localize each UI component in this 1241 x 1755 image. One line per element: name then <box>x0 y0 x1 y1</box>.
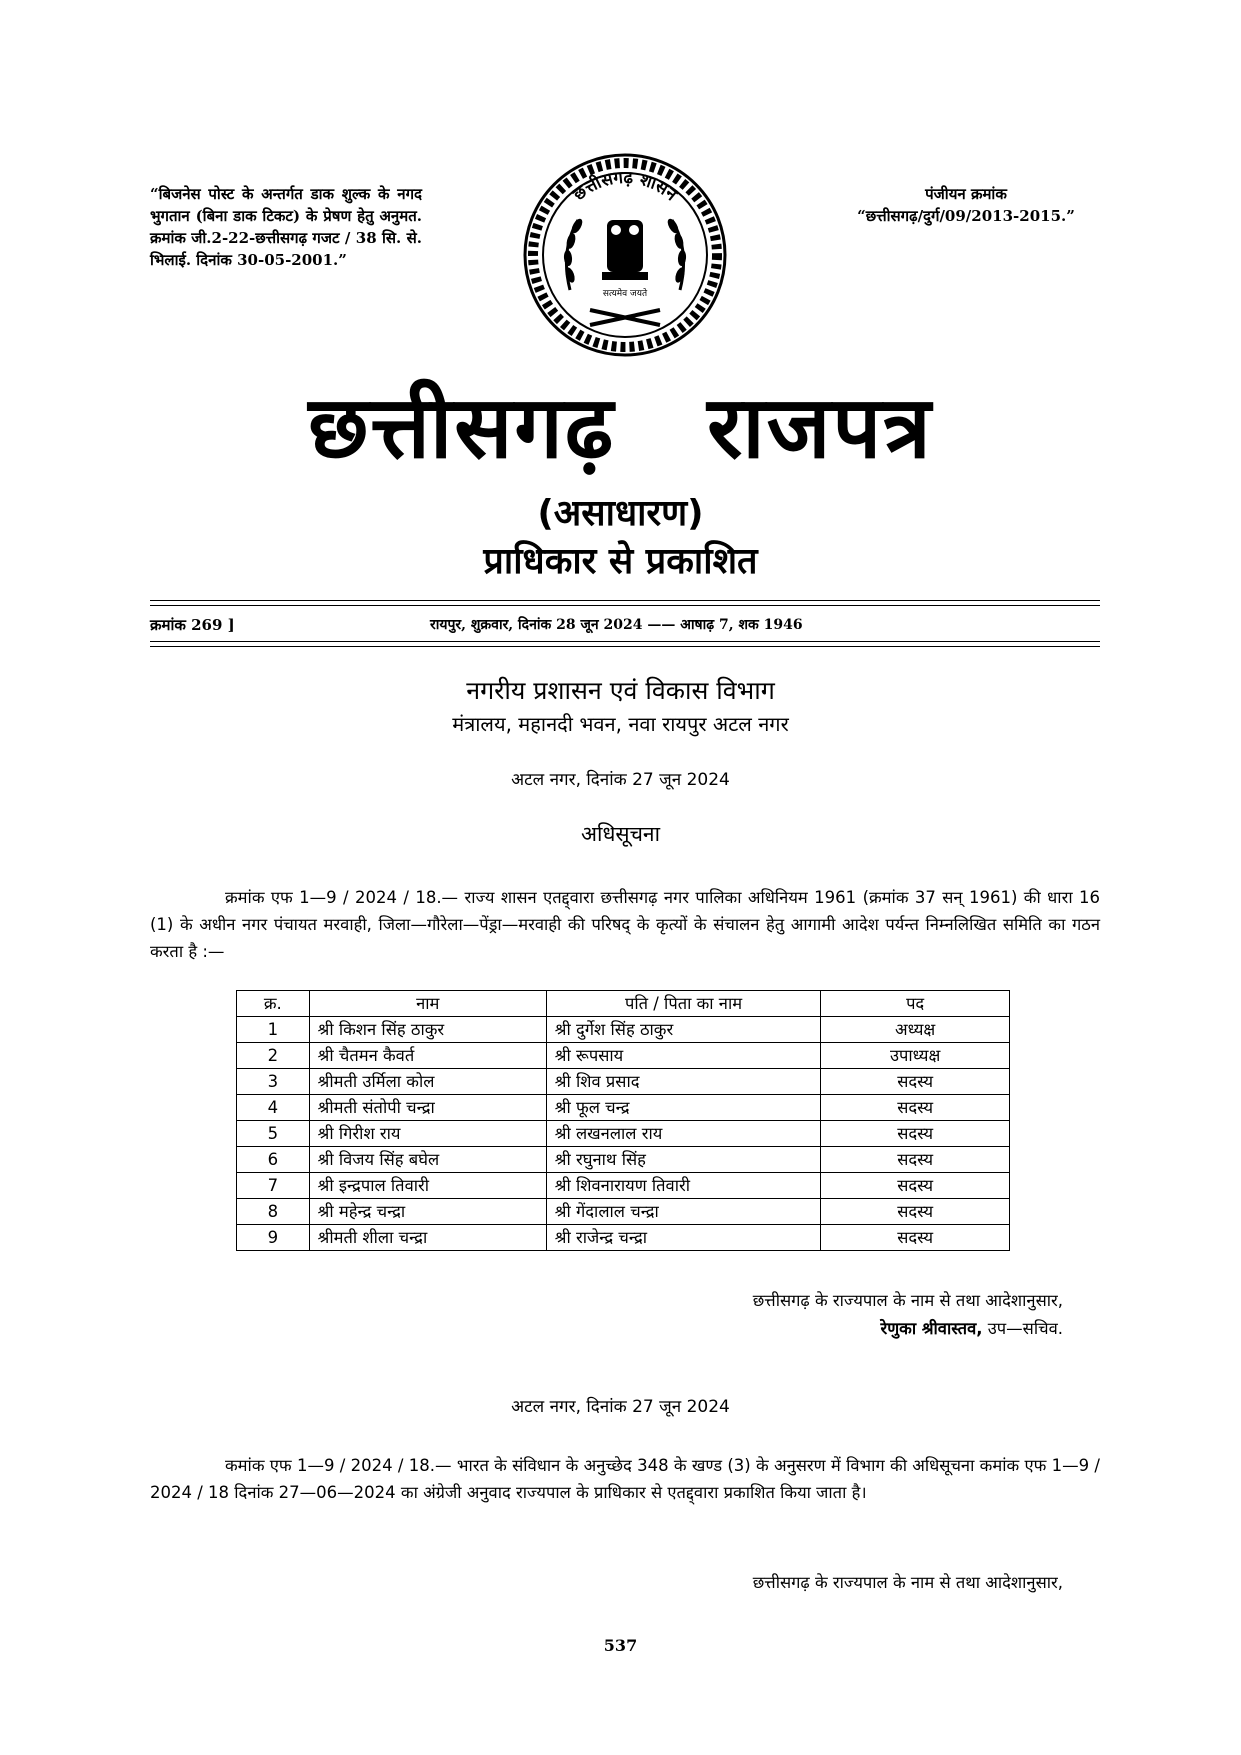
column-header-name: नाम <box>309 991 546 1017</box>
emblem-text: छत्तीसगढ़ शासन <box>569 167 681 206</box>
father-name-cell: श्री फूल चन्द्र <box>546 1095 820 1121</box>
notice-paragraph: क्रमांक एफ 1—9 / 2024 / 18.— राज्य शासन एतद्द्वारा छत्तीसगढ़ नगर पालिका अधिनियम 1961 (क्रमांक 37 सन् 1961) की धारा 16 (1) के अधीन नगर पंचायत मरवाही, जिला—गौरेला—पेंड्रा—मरवाही की परिषद् के कृत्यों के संचालन हेतु आगामी आदेश पर्यन्त निम्नलिखित समिति का गठन करता है :— <box>150 888 1100 961</box>
second-governor-order-line: छत्तीसगढ़ के राज्यपाल के नाम से तथा आदेशानुसार, <box>752 1573 1063 1592</box>
post-cell: सदस्य <box>821 1095 1010 1121</box>
name-cell: श्री महेन्द्र चन्द्रा <box>309 1199 546 1225</box>
gazette-subtitle: (असाधारण) <box>537 493 704 534</box>
father-name-cell: श्री लखनलाल राय <box>546 1121 820 1147</box>
name-cell: श्री चैतमन कैवर्त <box>309 1043 546 1069</box>
serial-cell: 1 <box>237 1017 310 1043</box>
table-row <box>237 1199 1010 1225</box>
name-cell: श्री विजय सिंह बघेल <box>309 1147 546 1173</box>
header-rule-bottom <box>150 641 1100 642</box>
second-notice-paragraph: कमांक एफ 1—9 / 2024 / 18.— भारत के संविधान के अनुच्छेद 348 के खण्ड (3) के अनुसरण में विभाग की अधिसूचना कमांक एफ 1—9 / 2024 / 18 दिनांक 27—06—2024 का अंग्रेजी अनुवाद राज्यपाल के प्राधिकार से एतद्द्वारा प्रकाशित किया जाता है। <box>150 1456 1100 1502</box>
column-header-father-name: पति / पिता का नाम <box>546 991 820 1017</box>
column-header-post: पद <box>821 991 1010 1017</box>
post-cell: सदस्य <box>821 1069 1010 1095</box>
table-header-row <box>237 991 1010 1017</box>
emblem-motto: सत्यमेव जयते <box>602 289 648 299</box>
published-by-authority: प्राधिकार से प्रकाशित <box>483 541 758 582</box>
table-row <box>237 1095 1010 1121</box>
post-cell: सदस्य <box>821 1225 1010 1251</box>
registration-note <box>830 183 1102 227</box>
state-emblem-seal <box>520 140 730 370</box>
post-cell: सदस्य <box>821 1199 1010 1225</box>
notice-date: अटल नगर, दिनांक 27 जून 2024 <box>511 770 730 790</box>
column-header-serial: क्र. <box>237 991 310 1017</box>
department-name: नगरीय प्रशासन एवं विकास विभाग <box>466 676 775 705</box>
father-name-cell: श्री रघुनाथ सिंह <box>546 1147 820 1173</box>
father-name-cell: श्री शिव प्रसाद <box>546 1069 820 1095</box>
name-cell: श्रीमती उर्मिला कोल <box>309 1069 546 1095</box>
serial-cell: 3 <box>237 1069 310 1095</box>
post-cell: उपाध्यक्ष <box>821 1043 1010 1069</box>
name-cell: श्रीमती शीला चन्द्रा <box>309 1225 546 1251</box>
signatory-name: रेणुका श्रीवास्तव, <box>880 1319 983 1338</box>
serial-cell: 5 <box>237 1121 310 1147</box>
signatory <box>880 1316 1063 1342</box>
serial-cell: 9 <box>237 1225 310 1251</box>
father-name-cell: श्री राजेन्द्र चन्द्रा <box>546 1225 820 1251</box>
signatory-designation: उप—सचिव. <box>982 1319 1063 1338</box>
name-cell: श्री गिरीश राय <box>309 1121 546 1147</box>
table-row <box>237 1043 1010 1069</box>
serial-cell: 4 <box>237 1095 310 1121</box>
issue-number: क्रमांक 269 ] <box>150 616 235 634</box>
father-name-cell: श्री शिवनारायण तिवारी <box>546 1173 820 1199</box>
ministry-address: मंत्रालय, महानदी भवन, नवा रायपुर अटल नगर <box>452 712 789 736</box>
issue-date-line: रायपुर, शुक्रवार, दिनांक 28 जून 2024 —— आषाढ़ 7, शक 1946 <box>430 617 803 633</box>
name-cell: श्री इन्द्रपाल तिवारी <box>309 1173 546 1199</box>
header-rule-bottom-2 <box>150 646 1100 647</box>
committee-table <box>236 990 1010 1251</box>
post-cell: सदस्य <box>821 1121 1010 1147</box>
table-row <box>237 1147 1010 1173</box>
post-cell: सदस्य <box>821 1147 1010 1173</box>
serial-cell: 2 <box>237 1043 310 1069</box>
table-row <box>237 1225 1010 1251</box>
gazette-title: छत्तीसगढ़ राजपत्र <box>308 378 933 478</box>
header-rule-top <box>150 600 1100 601</box>
registration-label: पंजीयन क्रमांक <box>925 185 1007 203</box>
table-row <box>237 1069 1010 1095</box>
governor-order-line: छत्तीसगढ़ के राज्यपाल के नाम से तथा आदेशानुसार, <box>752 1291 1063 1310</box>
post-cell: अध्यक्ष <box>821 1017 1010 1043</box>
table-row <box>237 1173 1010 1199</box>
serial-cell: 6 <box>237 1147 310 1173</box>
notice-heading: अधिसूचना <box>580 822 661 846</box>
postal-permit-note: “बिजनेस पोस्ट के अन्तर्गत डाक शुल्क के नगद भुगतान (बिना डाक टिकट) के प्रेषण हेतु अनुमत. क्रमांक जी.2-22-छत्तीसगढ़ गजट / 38 सि. से. भिलाई. दिनांक 30-05-2001.” <box>150 185 422 269</box>
serial-cell: 8 <box>237 1199 310 1225</box>
father-name-cell: श्री दुर्गेश सिंह ठाकुर <box>546 1017 820 1043</box>
table-row <box>237 1017 1010 1043</box>
name-cell: श्रीमती संतोपी चन्द्रा <box>309 1095 546 1121</box>
father-name-cell: श्री रूपसाय <box>546 1043 820 1069</box>
page-number: 537 <box>603 1636 638 1655</box>
father-name-cell: श्री गेंदालाल चन्द्रा <box>546 1199 820 1225</box>
registration-number: “छत्तीसगढ़/दुर्ग/09/2013-2015.” <box>857 207 1075 225</box>
name-cell: श्री किशन सिंह ठाकुर <box>309 1017 546 1043</box>
second-notice-date: अटल नगर, दिनांक 27 जून 2024 <box>511 1397 730 1417</box>
header-rule-top-2 <box>150 605 1100 606</box>
table-row <box>237 1121 1010 1147</box>
post-cell: सदस्य <box>821 1173 1010 1199</box>
serial-cell: 7 <box>237 1173 310 1199</box>
